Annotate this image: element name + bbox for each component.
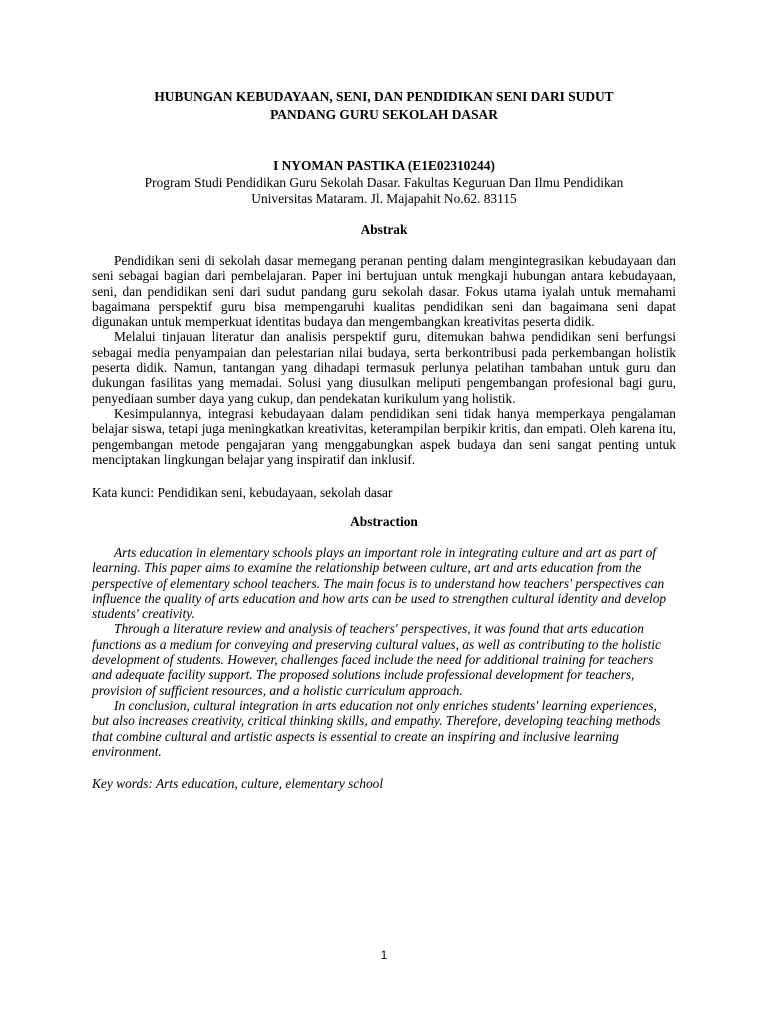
abstraction-body [92, 545, 676, 759]
key-words: Key words: Arts education, culture, elementary school [92, 776, 384, 791]
title-line-2: PANDANG GURU SEKOLAH DASAR [270, 107, 498, 122]
title-line-1: HUBUNGAN KEBUDAYAAN, SENI, DAN PENDIDIKAN SENI DARI SUDUT [154, 89, 614, 104]
abstrak-paragraph: Kesimpulannya, integrasi kebudayaan dalam pendidikan seni tidak hanya memperkaya pengalaman belajar siswa, tetapi juga meningkatkan kreativitas, keterampilan berpikir kritis, dan empati. Oleh karena itu, pengembangan metode pengajaran yang menggabungkan aspek budaya dan seni sangat penting untuk menciptakan lingkungan belajar yang inspiratif dan inklusif. [92, 405, 676, 467]
affiliation-line-2: Universitas Mataram. Jl. Majapahit No.62. 83115 [251, 191, 517, 206]
abstrak-paragraph: Melalui tinjauan literatur dan analisis perspektif guru, ditemukan bahwa pendidikan seni berfungsi sebagai media penyampaian dan pelestarian nilai budaya, serta berkontribusi pada perkembangan holistik peserta didik. Namun, tantangan yang dihadapi termasuk perlunya pelatihan tambahan untuk guru dan dukungan fasilitas yang memadai. Solusi yang diusulkan meliputi pengembangan profesional bagi guru, penyediaan sumber daya yang cukup, dan pendekatan kurikulum yang holistik. [92, 329, 676, 406]
paper-title [92, 88, 676, 124]
abstrak-body [92, 253, 676, 467]
affiliation-line-1: Program Studi Pendidikan Guru Sekolah Dasar. Fakultas Keguruan Dan Ilmu Pendidikan [144, 175, 624, 190]
author-name: I NYOMAN PASTIKA (E1E02310244) [273, 158, 495, 173]
abstraction-paragraph: Through a literature review and analysis of teachers' perspectives, it was found that arts education functions as a medium for conveying and preserving cultural values, as well as contributing to the holistic development of students. However, challenges faced include the need for additional training for teachers and adequate facility support. The proposed solutions include professional development for teachers, provision of sufficient resources, and a holistic curriculum approach. [92, 621, 661, 698]
abstraction-paragraph: In conclusion, cultural integration in arts education not only enriches students' learning experiences, but also increases creativity, critical thinking skills, and empathy. Therefore, developing teaching methods that combine cultural and artistic aspects is essential to create an inspiring and inclusive learning environment. [92, 697, 661, 759]
kata-kunci: Kata kunci: Pendidikan seni, kebudayaan, sekolah dasar [92, 485, 393, 500]
abstraction-paragraph: Arts education in elementary schools plays an important role in integrating culture and art as part of learning. This paper aims to examine the relationship between culture, art and arts education from the perspective of elementary school teachers. The main focus is to understand how teachers' perspectives can influence the quality of arts education and how arts can be used to strengthen cultural identity and develop students' creativity. [92, 545, 667, 622]
abstrak-heading: Abstrak [360, 222, 408, 237]
abstraction-heading: Abstraction [350, 514, 418, 529]
abstrak-paragraph: Pendidikan seni di sekolah dasar memegang peranan penting dalam mengintegrasikan kebudayaan dan seni sebagai bagian dari pembelajaran. Paper ini bertujuan untuk mengkaji hubungan antara kebudayaan, seni, dan pendidikan seni dari sudut pandang guru sekolah dasar. Fokus utama iyalah untuk memahami bagaimana perspektif guru bisa mempengaruhi kualitas pendidikan seni dan bagaimana seni dapat digunakan untuk memperkuat identitas budaya dan mengembangkan kreativitas peserta didik. [92, 253, 676, 330]
author-affiliation [92, 175, 676, 207]
page-number: 1 [380, 948, 388, 962]
